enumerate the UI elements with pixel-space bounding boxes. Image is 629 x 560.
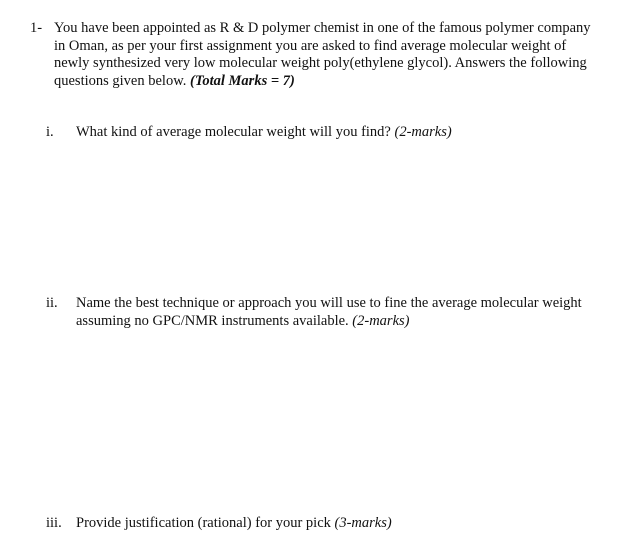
question-text-block — [54, 20, 600, 90]
subquestion-text-block — [76, 124, 606, 142]
total-marks: (Total Marks = 7) — [190, 72, 295, 89]
subquestion-text-block — [76, 515, 606, 533]
subquestion-numeral: i. — [46, 124, 54, 140]
subquestion-text: Provide justification (rational) for your pick — [76, 515, 331, 531]
subquestion-text-block — [76, 295, 606, 330]
subquestion-marks: (2-marks) — [352, 312, 410, 329]
question-number: 1- — [30, 20, 43, 36]
subquestion-numeral: ii. — [46, 295, 58, 311]
subquestion-text: Name the best technique or approach you will use to fine the average molecular weight assuming no GPC/NMR instruments available. — [76, 295, 582, 329]
subquestion-text: What kind of average molecular weight will you find? — [76, 124, 391, 140]
subquestion-marks: (3-marks) — [334, 515, 392, 531]
subquestion-numeral: iii. — [46, 515, 62, 531]
subquestion-marks: (2-marks) — [394, 124, 452, 140]
question-text: You have been appointed as R & D polymer chemist in one of the famous polymer company in Oman, as per your first assignment you are asked to find average molecular weight of newly synthesized very low molecular weight poly(ethylene glycol). Answers the following questions given below. — [54, 20, 591, 89]
